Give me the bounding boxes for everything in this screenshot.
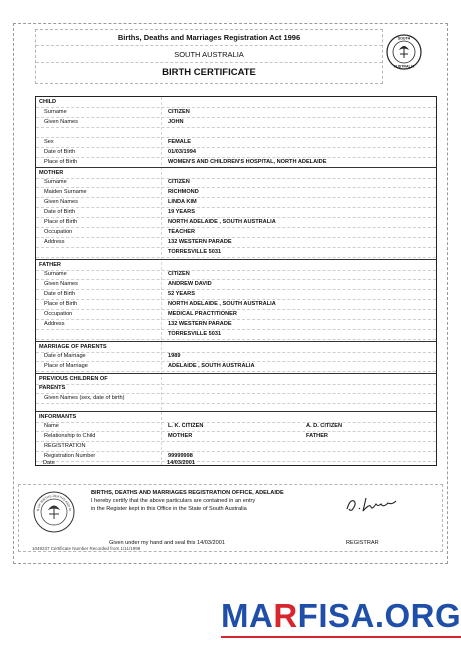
father-heading: FATHER	[36, 259, 436, 271]
mother-dob-row: Date of Birth 19 YEARS	[36, 207, 436, 218]
marriage-date-row: Date of Marriage 1989	[36, 351, 436, 362]
registrar-label: REGISTRAR	[346, 540, 379, 546]
father-pob-row: Place of Birth NORTH ADELAIDE , SOUTH AUSTRALIA	[36, 299, 436, 310]
child-given-row: Given Names JOHN	[36, 117, 436, 128]
mother-surname-row: Surname CITIZEN	[36, 177, 436, 188]
mother-pob-row: Place of Birth NORTH ADELAIDE , SOUTH AUSTRALIA	[36, 217, 436, 228]
child-surname-row: Surname CITIZEN	[36, 107, 436, 118]
certificate-header	[35, 29, 383, 84]
mother-heading: MOTHER	[36, 167, 436, 179]
act-title: Births, Deaths and Marriages Registration Act 1996	[36, 31, 382, 46]
previous-children-heading: PREVIOUS CHILDREN OF	[36, 373, 436, 385]
informants-relationship-row: Relationship to Child MOTHER FATHER	[36, 431, 436, 442]
registration-date-line: Date 14/03/2001	[43, 460, 195, 466]
mother-address-row-2: TORRESVILLE 5031	[36, 247, 436, 258]
svg-text:REGISTRAR OF BIRTHS DEATHS AND: R OF BIRTHS DEATHS AND M	[36, 493, 72, 512]
svg-text:AUSTRALIA: AUSTRALIA	[393, 64, 415, 69]
father-given-row: Given Names ANDREW DAVID	[36, 279, 436, 290]
informants-heading: INFORMANTS	[36, 411, 436, 423]
child-pob-row: Place of Birth WOMEN'S AND CHILDREN'S HOSPITAL, NORTH ADELAIDE	[36, 157, 436, 168]
document-title: BIRTH CERTIFICATE	[162, 67, 256, 78]
father-surname-row: Surname CITIZEN	[36, 269, 436, 280]
father-address-row-2: TORRESVILLE 5031	[36, 329, 436, 340]
state-title: SOUTH AUSTRALIA	[36, 48, 382, 63]
given-under-text: Given under my hand and seal this 14/03/2001	[109, 540, 225, 546]
marriage-heading: MARRIAGE OF PARENTS	[36, 341, 436, 353]
mother-maiden-row: Maiden Surname RICHMOND	[36, 187, 436, 198]
particulars-table	[35, 96, 437, 466]
previous-children-heading-2: PARENTS	[36, 383, 436, 394]
previous-children-given-row: Given Names (sex, date of birth)	[36, 393, 436, 404]
svg-text:SOUTH: SOUTH	[397, 36, 411, 41]
registration-number-row: Registration Number 99999998	[36, 451, 436, 462]
child-dob-row: Date of Birth 01/03/1994	[36, 147, 436, 158]
father-dob-row: Date of Birth 52 YEARS	[36, 289, 436, 300]
mother-given-row: Given Names LINDA KIM	[36, 197, 436, 208]
mother-occupation-row: Occupation TEACHER	[36, 227, 436, 238]
marriage-place-row: Place of Marriage ADELAIDE , SOUTH AUSTRALIA	[36, 361, 436, 372]
registrar-signature	[344, 495, 399, 515]
state-seal-icon	[386, 34, 422, 70]
certificate-footer	[18, 484, 443, 552]
registrar-seal-icon	[33, 491, 75, 533]
father-address-row: Address 132 WESTERN PARADE	[36, 319, 436, 330]
registration-heading: REGISTRATION	[36, 441, 436, 452]
birth-certificate	[13, 23, 448, 564]
certificate-number-note: 1049237 Certificate Number Recorded from 1/11/1999	[32, 546, 141, 551]
child-heading: CHILD	[36, 97, 436, 108]
mother-address-row: Address 132 WESTERN PARADE	[36, 237, 436, 248]
registry-office-text: BIRTHS, DEATHS AND MARRIAGES REGISTRATION OFFICE, ADELAIDE I hereby certify that the above particulars are contained in an entry in the Register kept in this Office in the State of South Australia	[91, 490, 284, 512]
marfisa-watermark-logo: MARFISA.ORG	[221, 598, 461, 634]
child-sex-row: Sex FEMALE	[36, 137, 436, 148]
informants-name-row: Name L. K. CITIZEN A. D. CITIZEN	[36, 421, 436, 432]
father-occupation-row: Occupation MEDICAL PRACTITIONER	[36, 309, 436, 320]
